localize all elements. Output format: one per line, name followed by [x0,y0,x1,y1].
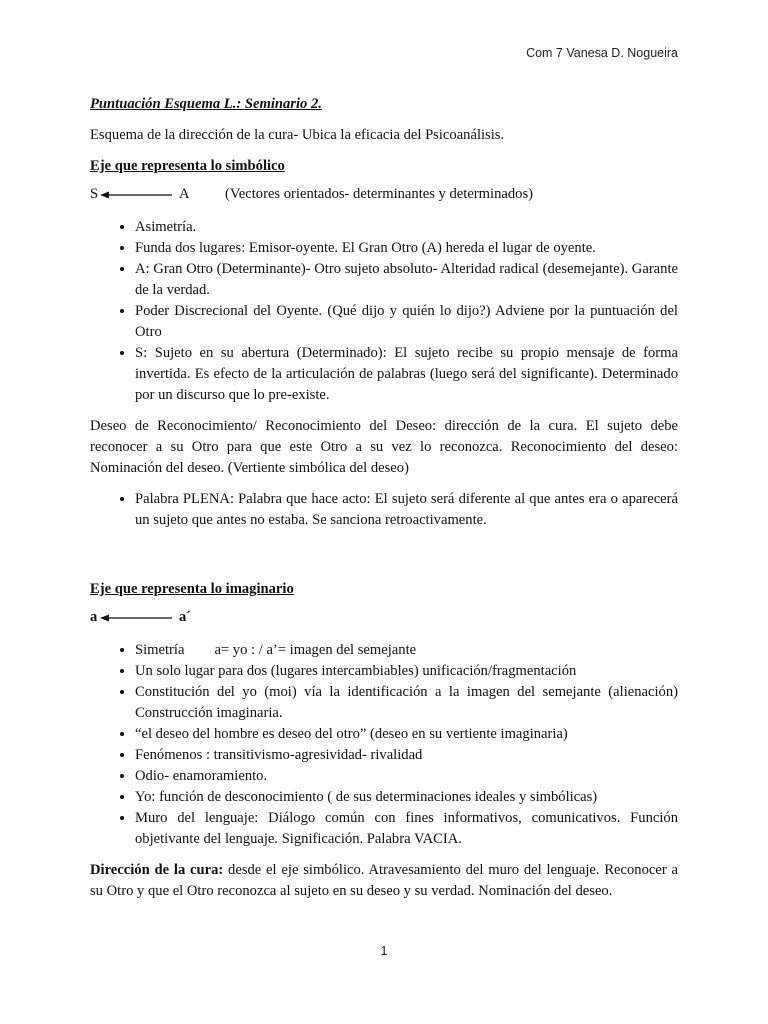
symbolic-axis-heading: Eje que representa lo simbólico [90,158,285,174]
recognition-paragraph: Deseo de Reconocimiento/ Reconocimiento del Deseo: dirección de la cura. El sujeto debe reconocer a su Otro para que este Otro a su vez lo reconozca. Reconocimiento del deseo: Nominación del deseo. (Vertiente simbólica del deseo) [90,418,678,476]
cure-direction-paragraph [90,860,678,902]
list-item: • Fenómenos : transitivismo-agresividad- rivalidad [135,745,678,766]
page-header-author: Com 7 Vanesa D. Nogueira [526,46,678,60]
imaginary-list [90,640,678,850]
document-title: Puntuación Esquema L.: Seminario 2. [90,96,322,112]
list-item: • Muro del lenguaje: Diálogo común con fines informativos, comunicativos. Función objetivante del lenguaje. Significación. Palabra VACIA. [135,808,678,850]
list-item: • Constitución del yo (moi) vía la identificación a la imagen del semejante (alienación) Construcción imaginaria. [135,682,678,724]
cure-direction-label: Dirección de la cura: [90,862,224,878]
page-number: 1 [380,944,388,958]
list-item: • Un solo lugar para dos (lugares intercambiables) unificación/fragmentación [135,661,678,682]
list-item: • Odio- enamoramiento. [135,766,678,787]
schema-s-label: S [90,186,99,202]
symmetry-value: a= yo : / a’= imagen del semejante [214,642,417,658]
document-body [90,94,678,912]
arrow-left-icon [100,189,174,201]
list-item [135,640,678,661]
symmetry-label: Simetría [135,642,185,658]
list-item: • “el deseo del hombre es deseo del otro” (deseo en su vertiente imaginaria) [135,724,678,745]
cure-direction-text: desde el eje simbólico. Atravesamiento del muro del lenguaje. Reconocer a su Otro y que el Otro reconozca al sujeto en su deseo y su verdad. Nominación del deseo. [90,862,678,899]
intro-line: Esquema de la dirección de la cura- Ubica la eficacia del Psicoanálisis. [90,127,505,143]
list-item: • Funda dos lugares: Emisor-oyente. El Gran Otro (A) hereda el lugar de oyente. [135,238,678,259]
schema-note: (Vectores orientados- determinantes y determinados) [225,186,533,202]
symbolic-list [90,217,678,406]
symbolic-schema [90,186,678,207]
list-item: • Yo: función de desconocimiento ( de sus determinaciones ideales y simbólicas) [135,787,678,808]
list-item: • Asimetría. [135,217,678,238]
list-item: • A: Gran Otro (Determinante)- Otro sujeto absoluto- Alteridad radical (desemejante). Garante de la verdad. [135,259,678,301]
list-item: • S: Sujeto en su abertura (Determinado): El sujeto recibe su propio mensaje de forma invertida. Es efecto de la articulación de palabras (luego será del significante). Determinado por un discurso que lo pre-existe. [135,343,678,406]
schema-a-small-label: a [90,609,98,625]
schema-a-label: A [179,186,190,202]
imaginary-schema [90,609,678,630]
list-item: • Palabra PLENA: Palabra que hace acto: El sujeto será diferente al que antes era o aparecerá un sujeto que antes no estaba. Se sanciona retroactivamente. [135,489,678,531]
schema-a-prime-label: a´ [179,609,192,625]
symbolic-list-2 [90,489,678,531]
list-item: • Poder Discrecional del Oyente. (Qué dijo y quién lo dijo?) Adviene por la puntuación del Otro [135,301,678,343]
arrow-left-icon [100,612,174,624]
imaginary-axis-heading: Eje que representa lo imaginario [90,581,294,597]
